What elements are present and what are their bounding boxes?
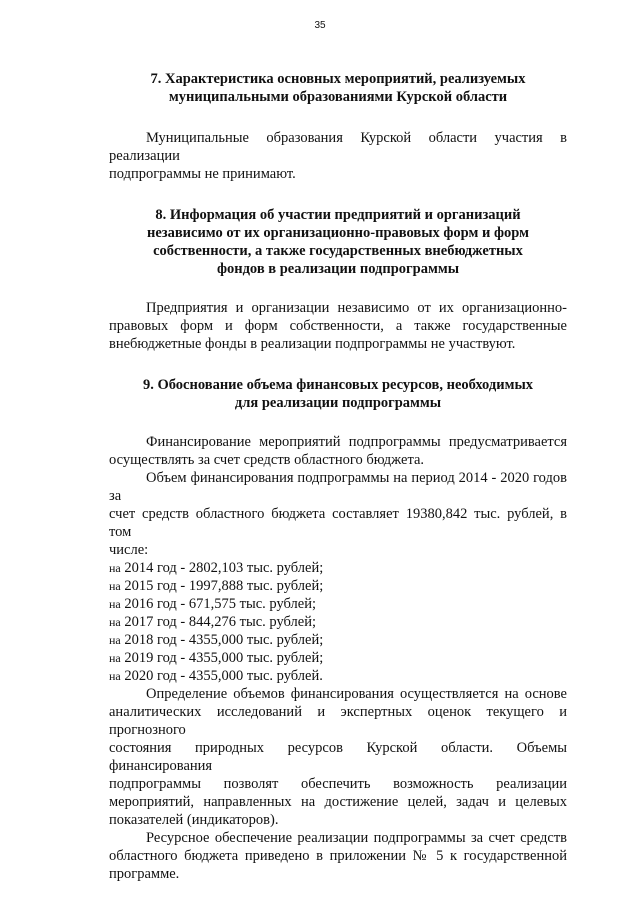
funding-by-year-list xyxy=(109,559,567,685)
paragraph-line: подпрограммы позволят обеспечить возможность реализации xyxy=(109,776,567,792)
paragraph-line: числе: xyxy=(109,542,149,558)
paragraph-line: состояния природных ресурсов Курской области. Объемы финансирования xyxy=(109,740,567,774)
heading-line: фондов в реализации подпрограммы xyxy=(216,261,460,277)
list-item: на 2018 год - 4355,000 тыс. рублей; xyxy=(109,632,324,648)
list-item: на 2020 год - 4355,000 тыс. рублей. xyxy=(109,668,323,684)
paragraph-line: осуществлять за счет средств областного бюджета. xyxy=(109,452,425,468)
list-item: на 2014 год - 2802,103 тыс. рублей; xyxy=(109,560,324,576)
heading-line: 9. Обоснование объема финансовых ресурсов, необходимых xyxy=(142,377,534,393)
section-9-paragraph-1 xyxy=(109,433,567,469)
section-8-paragraph xyxy=(109,299,567,353)
heading-line: для реализации подпрограммы xyxy=(234,395,442,411)
section-9-paragraph-3 xyxy=(109,685,567,829)
paragraph-line: Муниципальные образования Курской области участия в реализации xyxy=(109,130,567,164)
paragraph-line: показателей (индикаторов). xyxy=(109,812,279,828)
paragraph-line: аналитических исследований и экспертных оценок текущего и прогнозного xyxy=(109,704,567,738)
paragraph-line: подпрограммы не принимают. xyxy=(109,166,296,182)
section-8-heading xyxy=(109,206,567,278)
list-item: на 2019 год - 4355,000 тыс. рублей; xyxy=(109,650,324,666)
section-9-paragraph-4 xyxy=(109,829,567,883)
list-item: на 2016 год - 671,575 тыс. рублей; xyxy=(109,596,316,612)
paragraph-line: счет средств областного бюджета составляет 19380,842 тыс. рублей, в том xyxy=(109,506,567,540)
paragraph-line: областного бюджета приведено в приложении № 5 к государственной xyxy=(109,848,567,864)
heading-line: муниципальными образованиями Курской области xyxy=(168,89,508,105)
paragraph-line: Ресурсное обеспечение реализации подпрограммы за счет средств xyxy=(146,830,567,846)
paragraph-line: внебюджетные фонды в реализации подпрограммы не участвуют. xyxy=(109,336,516,352)
section-9-heading xyxy=(109,376,567,412)
heading-line: независимо от их организационно-правовых форм и форм xyxy=(146,225,530,241)
paragraph-line: мероприятий, направленных на достижение целей, задач и целевых xyxy=(109,794,567,810)
document-body xyxy=(109,70,567,883)
paragraph-line: Объем финансирования подпрограммы на период 2014 - 2020 годов за xyxy=(109,470,567,504)
page-number: 35 xyxy=(314,20,326,31)
section-9-paragraph-2 xyxy=(109,469,567,559)
heading-line: 8. Информация об участии предприятий и организаций xyxy=(155,207,521,223)
heading-line: собственности, а также государственных внебюджетных xyxy=(153,243,523,259)
paragraph-line: правовых форм и форм собственности, а также государственные xyxy=(109,318,567,334)
paragraph-line: Финансирование мероприятий подпрограммы предусматривается xyxy=(146,434,567,450)
section-7-paragraph xyxy=(109,129,567,183)
paragraph-line: Предприятия и организации независимо от их организационно- xyxy=(146,300,567,316)
paragraph-line: Определение объемов финансирования осуществляется на основе xyxy=(146,686,567,702)
paragraph-line: программе. xyxy=(109,866,180,882)
list-item: на 2015 год - 1997,888 тыс. рублей; xyxy=(109,578,324,594)
list-item: на 2017 год - 844,276 тыс. рублей; xyxy=(109,614,316,630)
section-7-heading xyxy=(109,70,567,106)
heading-line: 7. Характеристика основных мероприятий, реализуемых xyxy=(150,71,526,87)
